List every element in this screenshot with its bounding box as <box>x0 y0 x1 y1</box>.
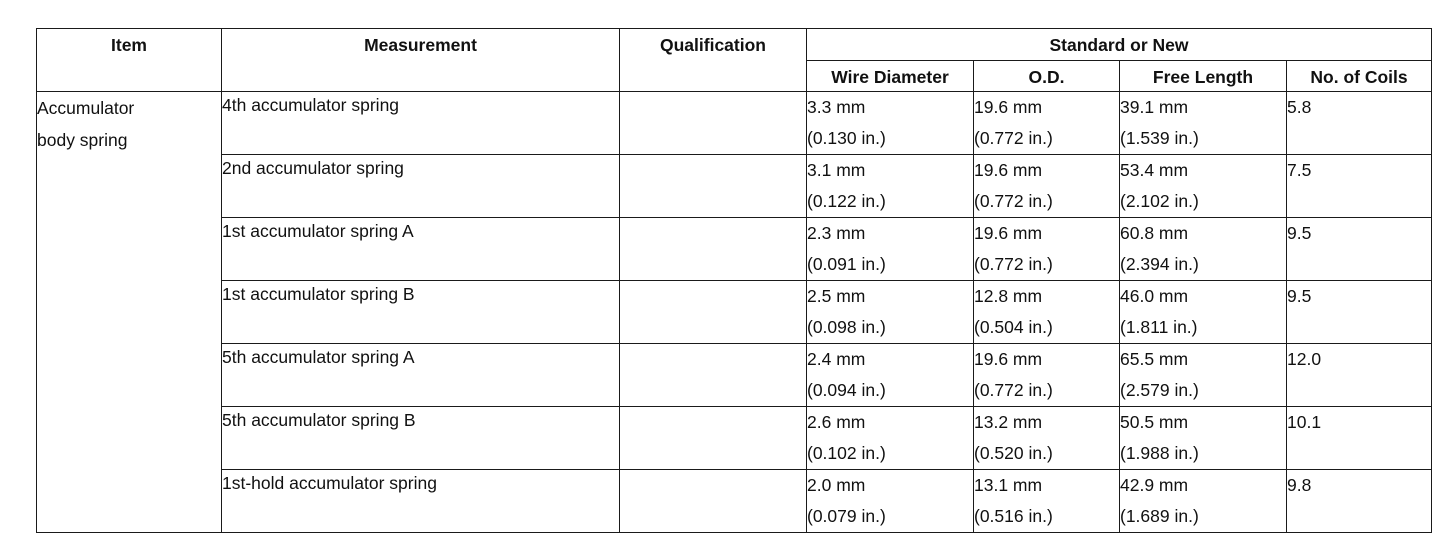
qualification-cell <box>620 218 807 281</box>
od-cell <box>974 155 1120 218</box>
wire-mm: 3.1 mm <box>807 160 866 180</box>
header-standard-or-new: Standard or New <box>807 29 1432 61</box>
od-mm: 12.8 mm <box>974 286 1043 306</box>
od-in: (0.772 in.) <box>974 254 1053 274</box>
wire-in: (0.102 in.) <box>807 443 886 463</box>
wire-mm: 3.3 mm <box>807 97 866 117</box>
table-row <box>37 92 1432 155</box>
od-cell <box>974 407 1120 470</box>
spec-page <box>36 28 1432 533</box>
od-in: (0.772 in.) <box>974 380 1053 400</box>
measurement-cell: 1st-hold accumulator spring <box>222 470 620 533</box>
table-row <box>37 344 1432 407</box>
len-in: (2.579 in.) <box>1120 380 1199 400</box>
od-cell <box>974 92 1120 155</box>
wire-mm: 2.0 mm <box>807 475 866 495</box>
wire-in: (0.079 in.) <box>807 506 886 526</box>
len-mm: 65.5 mm <box>1120 349 1189 369</box>
table-body <box>37 92 1432 533</box>
len-mm: 46.0 mm <box>1120 286 1189 306</box>
qualification-cell <box>620 407 807 470</box>
qualification-cell <box>620 92 807 155</box>
od-in: (0.516 in.) <box>974 506 1053 526</box>
wire-in: (0.098 in.) <box>807 317 886 337</box>
len-in: (2.102 in.) <box>1120 191 1199 211</box>
wire-in: (0.091 in.) <box>807 254 886 274</box>
coils-cell: 12.0 <box>1287 344 1432 407</box>
item-cell <box>37 92 222 533</box>
coils-cell: 7.5 <box>1287 155 1432 218</box>
coils-cell: 9.8 <box>1287 470 1432 533</box>
measurement-cell: 5th accumulator spring A <box>222 344 620 407</box>
free-length-cell <box>1120 218 1287 281</box>
table-row <box>37 407 1432 470</box>
wire-mm: 2.5 mm <box>807 286 866 306</box>
header-od: O.D. <box>974 61 1120 92</box>
od-in: (0.520 in.) <box>974 443 1053 463</box>
wire-diameter-cell <box>807 281 974 344</box>
free-length-cell <box>1120 470 1287 533</box>
wire-in: (0.130 in.) <box>807 128 886 148</box>
wire-mm: 2.3 mm <box>807 223 866 243</box>
measurement-cell: 5th accumulator spring B <box>222 407 620 470</box>
od-in: (0.504 in.) <box>974 317 1053 337</box>
table-row <box>37 281 1432 344</box>
qualification-cell <box>620 281 807 344</box>
wire-in: (0.094 in.) <box>807 380 886 400</box>
free-length-cell <box>1120 344 1287 407</box>
od-mm: 13.2 mm <box>974 412 1043 432</box>
free-length-cell <box>1120 155 1287 218</box>
item-label-line2: body spring <box>37 130 128 150</box>
len-in: (1.988 in.) <box>1120 443 1199 463</box>
table-row <box>37 155 1432 218</box>
wire-diameter-cell <box>807 344 974 407</box>
header-free-length: Free Length <box>1120 61 1287 92</box>
spring-spec-table <box>36 28 1432 533</box>
od-cell <box>974 470 1120 533</box>
table-row <box>37 470 1432 533</box>
header-qualification: Qualification <box>620 29 807 92</box>
len-in: (1.539 in.) <box>1120 128 1199 148</box>
free-length-cell <box>1120 92 1287 155</box>
header-wire-diameter: Wire Diameter <box>807 61 974 92</box>
qualification-cell <box>620 470 807 533</box>
od-cell <box>974 281 1120 344</box>
wire-mm: 2.6 mm <box>807 412 866 432</box>
wire-mm: 2.4 mm <box>807 349 866 369</box>
wire-diameter-cell <box>807 155 974 218</box>
od-mm: 19.6 mm <box>974 349 1043 369</box>
coils-cell: 10.1 <box>1287 407 1432 470</box>
measurement-cell: 1st accumulator spring B <box>222 281 620 344</box>
coils-cell: 9.5 <box>1287 218 1432 281</box>
coils-cell: 5.8 <box>1287 92 1432 155</box>
od-cell <box>974 218 1120 281</box>
wire-diameter-cell <box>807 92 974 155</box>
wire-diameter-cell <box>807 470 974 533</box>
len-mm: 50.5 mm <box>1120 412 1189 432</box>
qualification-cell <box>620 155 807 218</box>
measurement-cell: 2nd accumulator spring <box>222 155 620 218</box>
free-length-cell <box>1120 281 1287 344</box>
header-no-of-coils: No. of Coils <box>1287 61 1432 92</box>
len-in: (1.811 in.) <box>1120 317 1198 337</box>
od-in: (0.772 in.) <box>974 128 1053 148</box>
od-cell <box>974 344 1120 407</box>
table-header <box>37 29 1432 92</box>
coils-cell: 9.5 <box>1287 281 1432 344</box>
header-item: Item <box>37 29 222 92</box>
od-mm: 13.1 mm <box>974 475 1043 495</box>
len-mm: 39.1 mm <box>1120 97 1189 117</box>
table-row <box>37 218 1432 281</box>
measurement-cell: 1st accumulator spring A <box>222 218 620 281</box>
len-mm: 60.8 mm <box>1120 223 1189 243</box>
od-mm: 19.6 mm <box>974 97 1043 117</box>
wire-diameter-cell <box>807 218 974 281</box>
wire-diameter-cell <box>807 407 974 470</box>
len-mm: 42.9 mm <box>1120 475 1189 495</box>
qualification-cell <box>620 344 807 407</box>
od-mm: 19.6 mm <box>974 160 1043 180</box>
wire-in: (0.122 in.) <box>807 191 886 211</box>
len-in: (2.394 in.) <box>1120 254 1199 274</box>
header-measurement: Measurement <box>222 29 620 92</box>
item-label-line1: Accumulator <box>37 98 135 118</box>
len-mm: 53.4 mm <box>1120 160 1189 180</box>
measurement-cell: 4th accumulator spring <box>222 92 620 155</box>
len-in: (1.689 in.) <box>1120 506 1199 526</box>
od-in: (0.772 in.) <box>974 191 1053 211</box>
od-mm: 19.6 mm <box>974 223 1043 243</box>
free-length-cell <box>1120 407 1287 470</box>
